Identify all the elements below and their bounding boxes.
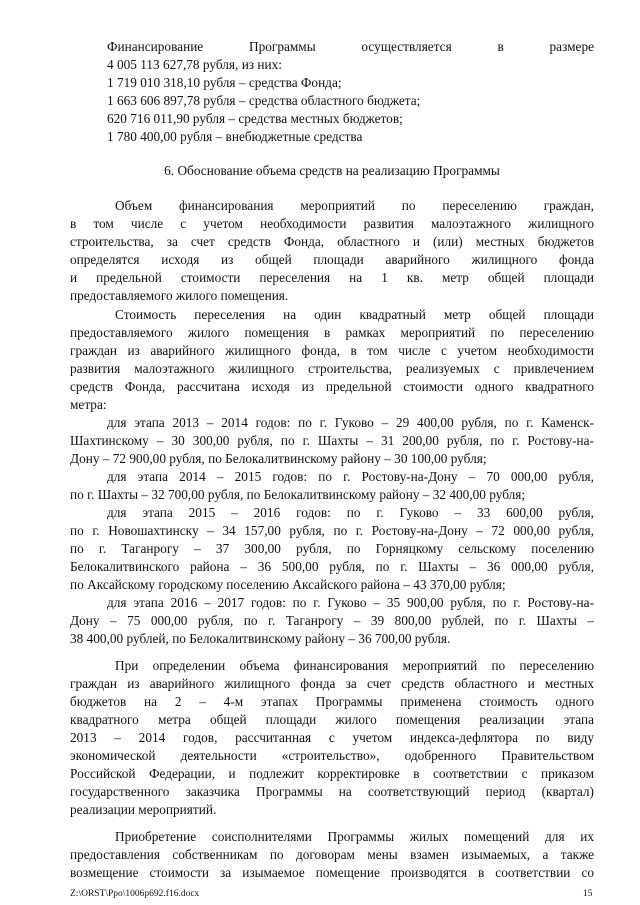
funding-regional-budget: 1 663 606 897,78 рубля – средства областного бюджета; (107, 93, 421, 108)
stage-line: для этапа 2015 – 2016 годов: по г. Гуково – 33 600,00 рубля, (107, 505, 594, 520)
paragraph-line: граждан из аварийного жилищного фонда за счет средств областного и местных (70, 676, 594, 691)
paragraph-line: предоставления собственникам по договорам мены взамен изымаемых, а также (70, 847, 594, 862)
paragraph-line: бюджетов на 2 – 4-м этапах Программы применена стоимость одного (70, 694, 594, 709)
paragraph-line: средств Фонда, рассчитана исходя из предельной стоимости одного квадратного (70, 379, 594, 394)
stage-line: Белокалитвинского района – 36 500,00 рубля, по г. Шахты – 36 000,00 рубля, (70, 559, 594, 574)
funding-total-line: Финансирование Программы осуществляется в размере (107, 39, 594, 54)
stage-line: Шахтинскому – 30 300,00 рубля, по г. Шахты – 31 200,00 рубля, по г. Ростову-на- (70, 433, 594, 448)
stage-line: по г. Новошахтинску – 34 157,00 рубля, по г. Ростову-на-Дону – 72 000,00 рубля, (70, 523, 594, 538)
section-heading: 6. Обоснование объема средств на реализацию Программы (164, 163, 500, 178)
footer-file-path: Z:\ORST\Ppo\1006p692.f16.docx (70, 889, 200, 899)
stage-line: по Аксайскому городскому поселению Аксайского района – 43 370,00 рубля; (70, 577, 506, 592)
paragraph-line: При определении объема финансирования мероприятий по переселению (115, 658, 594, 673)
funding-total-amount: 4 005 113 627,78 рубля, из них: (107, 57, 282, 72)
paragraph-line: строительства, за счет средств Фонда, областного и (или) местных бюджетов (70, 234, 594, 249)
paragraph-line: граждан из аварийного жилищного фонда, в том числе с учетом необходимости (70, 343, 594, 358)
stage-line: Дону – 72 900,00 рубля, по Белокалитвинскому району – 30 100,00 рубля; (70, 451, 487, 466)
paragraph-line: Стоимость переселения на один квадратный метр общей площади (115, 307, 594, 322)
funding-extrabudgetary: 1 780 400,00 рубля – внебюджетные средства (107, 129, 363, 144)
stage-line: для этапа 2014 – 2015 годов: по г. Ростову-на-Дону – 70 000,00 рубля, (107, 469, 594, 484)
stage-line: для этапа 2016 – 2017 годов: по г. Гуково – 35 900,00 рубля, по г. Ростову-на- (107, 595, 594, 610)
paragraph-line: развития малоэтажного жилищного строительства, реализуемых с привлечением (70, 361, 594, 376)
funding-fund: 1 719 010 318,10 рубля – средства Фонда; (107, 75, 342, 90)
paragraph-line: государственного заказчика Программы на соответствующий период (квартал) (70, 784, 594, 799)
stage-line: 38 400,00 рублей, по Белокалитвинскому району – 36 700,00 рубля. (70, 631, 451, 646)
funding-local-budgets: 620 716 011,90 рубля – средства местных бюджетов; (107, 111, 403, 126)
paragraph-line: экономической деятельности «строительство», одобренного Правительством (70, 748, 594, 763)
paragraph-line: определятся исходя из общей площади аварийного жилищного фонда (70, 252, 594, 267)
stage-line: для этапа 2013 – 2014 годов: по г. Гуково – 29 400,00 рубля, по г. Каменск- (107, 415, 594, 430)
paragraph-line: Объем финансирования мероприятий по переселению граждан, (115, 198, 594, 213)
paragraph-line: 2013 – 2014 годов, рассчитанная с учетом индекса-дефлятора по виду (70, 730, 594, 745)
paragraph-line: Российской Федерации, и подлежит корректировке в соответствии с приказом (70, 766, 594, 781)
paragraph-line: предоставляемого жилого помещения в рамках мероприятий по переселению (70, 325, 594, 340)
page-number: 15 (583, 889, 593, 899)
stage-line: по г. Шахты – 32 700,00 рубля, по Белокалитвинскому району – 32 400,00 рубля; (70, 487, 526, 502)
paragraph-line: возмещение стоимости за изымаемое помещение производятся в соответствии со (70, 865, 594, 880)
paragraph-line: и предельной стоимости переселения на 1 кв. метр общей площади (70, 270, 594, 285)
paragraph-line: в том числе с учетом необходимости развития малоэтажного жилищного (70, 216, 594, 231)
paragraph-line: реализации мероприятий. (70, 802, 217, 817)
paragraph-line: метра: (70, 397, 107, 412)
stage-line: Дону – 75 000,00 рубля, по г. Таганрогу – 39 800,00 рублей, по г. Шахты – (70, 613, 594, 628)
paragraph-line: предоставляемого жилого помещения. (70, 288, 289, 303)
paragraph-line: квадратного метра общей площади жилого помещения реализации этапа (70, 712, 594, 727)
paragraph-line: Приобретение соисполнителями Программы жилых помещений для их (115, 829, 594, 844)
stage-line: по г. Таганрогу – 37 300,00 рубля, по Горняцкому сельскому поселению (70, 541, 594, 556)
